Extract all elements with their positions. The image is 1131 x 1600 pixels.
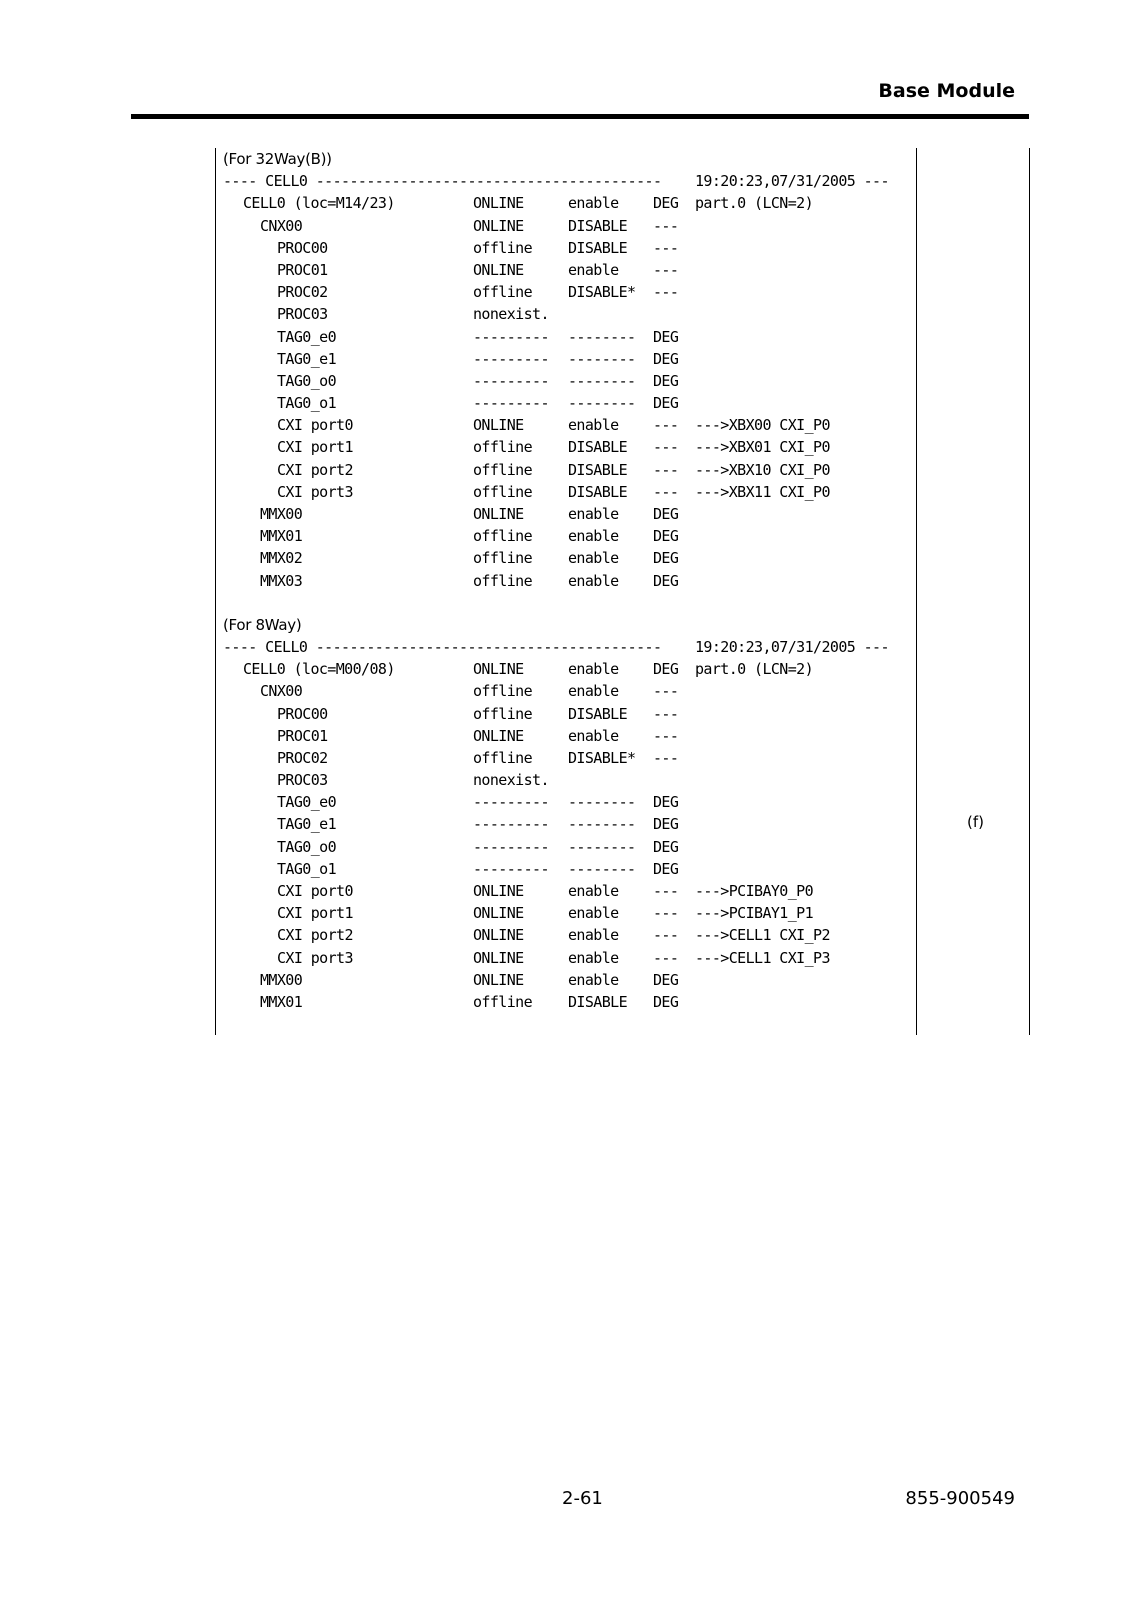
unit-status: ONLINE	[473, 660, 524, 679]
unit-state: enable	[568, 260, 619, 279]
unit-name: PROC00	[277, 238, 328, 257]
unit-status: offline	[473, 549, 533, 568]
unit-degrade: DEG	[653, 992, 679, 1011]
unit-name: CXI port3	[277, 948, 353, 967]
unit-state: enable	[568, 505, 619, 523]
listing-row	[223, 459, 913, 481]
unit-degrade: DEG	[653, 194, 679, 213]
unit-status: offline	[473, 482, 533, 501]
unit-status: offline	[473, 527, 533, 546]
unit-degrade: DEG	[653, 660, 679, 679]
listing-block-8way	[223, 614, 913, 1013]
section-label: (For 32Way(B))	[223, 150, 332, 168]
cell-header-rule: ---- CELL0 -----------------------------------------	[223, 172, 662, 191]
unit-state: DISABLE	[568, 704, 628, 723]
unit-state: --------	[568, 371, 636, 390]
unit-degrade: ---	[653, 260, 679, 279]
unit-state: --------	[568, 394, 636, 413]
unit-name: CXI port2	[277, 460, 353, 479]
unit-note: --->CELL1 CXI_P3	[695, 948, 830, 967]
listing-row	[223, 703, 913, 725]
unit-degrade: DEG	[653, 859, 679, 878]
unit-status: ONLINE	[473, 926, 524, 945]
unit-name: MMX01	[260, 527, 303, 546]
unit-status: ---------	[473, 327, 549, 346]
unit-status: ONLINE	[473, 194, 524, 213]
unit-state: DISABLE	[568, 216, 628, 235]
listing-row	[223, 858, 913, 880]
unit-state: enable	[568, 527, 619, 546]
listing-row	[223, 924, 913, 946]
unit-name: TAG0_e0	[277, 327, 337, 346]
running-header-title: Base Module	[878, 80, 1015, 102]
unit-state: enable	[568, 726, 619, 745]
unit-status: ---------	[473, 394, 549, 413]
listing-row	[223, 215, 913, 237]
unit-status: ---------	[473, 815, 549, 834]
unit-status: ONLINE	[473, 216, 524, 235]
cell-header-line	[223, 636, 913, 658]
unit-state: DISABLE	[568, 992, 628, 1011]
cell-header-timestamp: 19:20:23,07/31/2005 ---	[695, 172, 889, 191]
listing-row	[223, 947, 913, 969]
unit-name: CXI port0	[277, 416, 353, 435]
listing-row	[223, 836, 913, 858]
listing-row	[223, 259, 913, 281]
unit-name: PROC02	[277, 748, 328, 767]
unit-state: --------	[568, 815, 636, 834]
unit-status: offline	[473, 438, 533, 457]
unit-status: ONLINE	[473, 970, 524, 989]
unit-status: ---------	[473, 371, 549, 390]
unit-name: CELL0 (loc=M14/23)	[243, 194, 395, 213]
header-rule	[131, 114, 1029, 119]
listing-row	[223, 281, 913, 303]
unit-degrade: DEG	[653, 815, 679, 834]
listing-row	[223, 680, 913, 702]
unit-name: PROC01	[277, 260, 328, 279]
unit-degrade: ---	[653, 438, 679, 457]
unit-name: TAG0_e1	[277, 349, 337, 368]
unit-name: CELL0 (loc=M00/08)	[243, 660, 395, 679]
unit-degrade: ---	[653, 904, 679, 923]
unit-state: enable	[568, 882, 619, 900]
unit-name: PROC00	[277, 704, 328, 723]
unit-degrade: ---	[653, 283, 679, 302]
unit-status: offline	[473, 238, 533, 257]
unit-status: ---------	[473, 837, 549, 856]
section-label: (For 8Way)	[223, 615, 302, 634]
unit-status: nonexist.	[473, 305, 549, 324]
listing-row	[223, 348, 913, 370]
unit-name: MMX03	[260, 571, 303, 590]
listing-row	[223, 658, 913, 680]
unit-status: ONLINE	[473, 505, 524, 523]
unit-state: DISABLE	[568, 460, 628, 479]
unit-degrade: ---	[653, 948, 679, 967]
unit-status: offline	[473, 748, 533, 767]
listing-row	[223, 192, 913, 214]
unit-degrade: DEG	[653, 327, 679, 346]
cell-header-rule: ---- CELL0 -----------------------------------------	[223, 637, 662, 656]
unit-degrade: DEG	[653, 837, 679, 856]
unit-state: --------	[568, 793, 636, 812]
unit-status: ONLINE	[473, 882, 524, 900]
unit-degrade: ---	[653, 726, 679, 745]
listing-row	[223, 725, 913, 747]
unit-status: offline	[473, 571, 533, 590]
unit-degrade: ---	[653, 482, 679, 501]
unit-degrade: DEG	[653, 571, 679, 590]
listing-row	[223, 392, 913, 414]
unit-degrade: ---	[653, 238, 679, 257]
listing-row	[223, 769, 913, 791]
unit-name: CNX00	[260, 682, 303, 701]
content-right-rule	[916, 148, 917, 1035]
cell-header-line	[223, 170, 913, 192]
unit-state: --------	[568, 327, 636, 346]
listing-row	[223, 414, 913, 436]
unit-status: ---------	[473, 349, 549, 368]
unit-note: --->XBX00 CXI_P0	[695, 416, 830, 435]
unit-name: TAG0_o0	[277, 371, 337, 390]
unit-name: MMX00	[260, 970, 303, 989]
unit-state: enable	[568, 948, 619, 967]
unit-state: DISABLE*	[568, 283, 636, 302]
unit-degrade: DEG	[653, 394, 679, 413]
unit-state: enable	[568, 549, 619, 568]
console-listing	[223, 148, 913, 1013]
unit-status: ---------	[473, 859, 549, 878]
unit-name: PROC02	[277, 283, 328, 302]
unit-status: nonexist.	[473, 771, 549, 790]
unit-status: ONLINE	[473, 726, 524, 745]
listing-row	[223, 991, 913, 1013]
listing-row	[223, 370, 913, 392]
unit-note: --->XBX11 CXI_P0	[695, 482, 830, 501]
unit-state: --------	[568, 837, 636, 856]
unit-name: CNX00	[260, 216, 303, 235]
unit-degrade: ---	[653, 460, 679, 479]
listing-row	[223, 969, 913, 991]
unit-state: --------	[568, 859, 636, 878]
unit-status: ONLINE	[473, 260, 524, 279]
listing-row	[223, 902, 913, 924]
unit-state: enable	[568, 926, 619, 945]
unit-degrade: DEG	[653, 549, 679, 568]
unit-status: ONLINE	[473, 416, 524, 435]
unit-state: enable	[568, 660, 619, 679]
left-margin-rule	[215, 148, 216, 1035]
side-label: (f)	[967, 813, 984, 831]
unit-status: ONLINE	[473, 948, 524, 967]
listing-row	[223, 503, 913, 525]
outer-right-rule	[1029, 148, 1030, 1035]
unit-name: CXI port1	[277, 438, 353, 457]
unit-name: TAG0_o0	[277, 837, 337, 856]
listing-row	[223, 791, 913, 813]
unit-name: CXI port3	[277, 482, 353, 501]
unit-name: CXI port1	[277, 904, 353, 923]
unit-degrade: DEG	[653, 371, 679, 390]
cell-header-timestamp: 19:20:23,07/31/2005 ---	[695, 637, 889, 656]
unit-degrade: DEG	[653, 505, 679, 523]
unit-note: --->XBX10 CXI_P0	[695, 460, 830, 479]
unit-state: DISABLE	[568, 482, 628, 501]
unit-degrade: ---	[653, 704, 679, 723]
unit-name: CXI port2	[277, 926, 353, 945]
listing-row	[223, 326, 913, 348]
unit-state: enable	[568, 194, 619, 213]
unit-state: enable	[568, 904, 619, 923]
unit-degrade: ---	[653, 926, 679, 945]
unit-state: DISABLE*	[568, 748, 636, 767]
unit-name: TAG0_o1	[277, 859, 337, 878]
unit-name: PROC01	[277, 726, 328, 745]
unit-note: part.0 (LCN=2)	[695, 194, 814, 213]
unit-status: offline	[473, 704, 533, 723]
unit-status: ONLINE	[473, 904, 524, 923]
unit-status: offline	[473, 283, 533, 302]
unit-degrade: DEG	[653, 970, 679, 989]
unit-name: PROC03	[277, 771, 328, 790]
unit-degrade: DEG	[653, 793, 679, 812]
listing-row	[223, 880, 913, 902]
unit-name: MMX01	[260, 992, 303, 1011]
listing-row	[223, 813, 913, 835]
unit-note: --->CELL1 CXI_P2	[695, 926, 830, 945]
unit-name: CXI port0	[277, 882, 353, 900]
unit-note: --->PCIBAY1_P1	[695, 904, 814, 923]
listing-row	[223, 525, 913, 547]
unit-name: PROC03	[277, 305, 328, 324]
document-number: 855-900549	[905, 1488, 1015, 1509]
listing-row	[223, 237, 913, 259]
unit-note: part.0 (LCN=2)	[695, 660, 814, 679]
unit-state: DISABLE	[568, 238, 628, 257]
unit-note: --->PCIBAY0_P0	[695, 882, 814, 900]
unit-state: --------	[568, 349, 636, 368]
unit-degrade: DEG	[653, 527, 679, 546]
unit-degrade: ---	[653, 416, 679, 435]
unit-degrade: ---	[653, 748, 679, 767]
unit-name: MMX00	[260, 505, 303, 523]
unit-degrade: ---	[653, 216, 679, 235]
unit-degrade: ---	[653, 682, 679, 701]
unit-state: enable	[568, 682, 619, 701]
unit-name: TAG0_e1	[277, 815, 337, 834]
unit-degrade: ---	[653, 882, 679, 900]
unit-status: offline	[473, 460, 533, 479]
unit-name: MMX02	[260, 549, 303, 568]
listing-row	[223, 747, 913, 769]
unit-state: enable	[568, 416, 619, 435]
unit-state: DISABLE	[568, 438, 628, 457]
unit-status: ---------	[473, 793, 549, 812]
page-number: 2-61	[562, 1488, 603, 1509]
listing-row	[223, 570, 913, 592]
unit-name: TAG0_e0	[277, 793, 337, 812]
unit-name: TAG0_o1	[277, 394, 337, 413]
listing-row	[223, 303, 913, 325]
unit-status: offline	[473, 992, 533, 1011]
listing-row	[223, 481, 913, 503]
unit-status: offline	[473, 682, 533, 701]
listing-row	[223, 436, 913, 458]
unit-degrade: DEG	[653, 349, 679, 368]
unit-state: enable	[568, 571, 619, 590]
listing-block-32way	[223, 148, 913, 592]
unit-state: enable	[568, 970, 619, 989]
listing-row	[223, 547, 913, 569]
unit-note: --->XBX01 CXI_P0	[695, 438, 830, 457]
